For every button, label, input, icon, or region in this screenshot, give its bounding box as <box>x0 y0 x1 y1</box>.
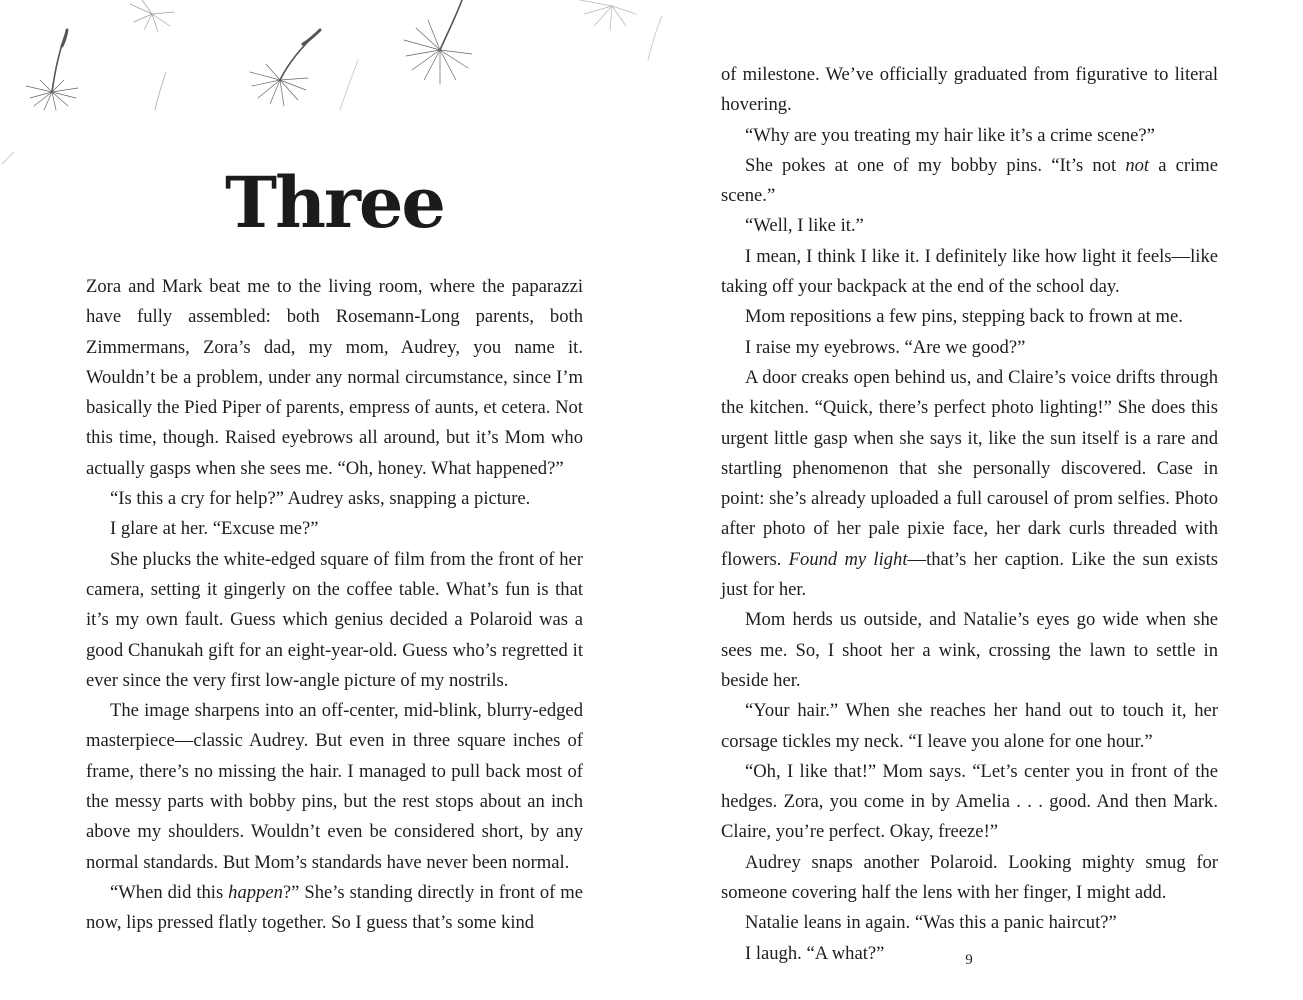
italic-text: Found my light <box>788 548 908 570</box>
paragraph: Natalie leans in again. “Was this a panic haircut?” <box>745 912 1117 934</box>
paragraph: The image sharpens into an off-center, mid-blink, blurry-edged masterpiece—classic Audrey. But even in three square inches of frame, there’s no missing the hair. I managed to pull back most of the messy parts with bobby pins, but the rest stops about an inch above my shoulders. Wouldn’t even be considered short, by any normal standards. But Mom’s standards have never been normal. <box>86 700 583 873</box>
paragraph: I raise my eyebrows. “Are we good?” <box>745 336 1026 358</box>
right-page-body <box>721 60 1218 969</box>
dandelion-seed-icon <box>580 0 636 30</box>
text-run: ?” She’s standing directly in front of me now, lips pressed flatly together. So I guess that’s some kind <box>86 881 584 934</box>
paragraph <box>721 363 1218 605</box>
paragraph: I glare at her. “Excuse me?” <box>110 518 319 540</box>
paragraph: Mom repositions a few pins, stepping back to frown at me. <box>745 306 1183 328</box>
paragraph: Mom herds us outside, and Natalie’s eyes go wide when she sees me. So, I shoot her a wink, crossing the lawn to settle in beside her. <box>721 609 1218 691</box>
chapter-title: Three <box>225 161 444 244</box>
dandelion-seeds-icon <box>0 0 720 170</box>
paragraph: She plucks the white-edged square of film from the front of her camera, setting it gingerly on the coffee table. What’s fun is that it’s my own fault. Guess which genius decided a Polaroid was a good Chanukah gift for an eight-year-old. Guess who’s regretted it ever since the very first low-angle picture of my nostrils. <box>86 548 583 691</box>
text-run: She pokes at one of my bobby pins. “It’s not <box>745 154 1126 176</box>
paragraph: “Oh, I like that!” Mom says. “Let’s center you in front of the hedges. Zora, you come in by Amelia . . . good. And then Mark. Claire, you’re perfect. Okay, freeze!” <box>721 760 1218 843</box>
dandelion-seed-icon <box>404 0 472 84</box>
paragraph: I mean, I think I like it. I definitely like how light it feels—like taking off your backpack at the end of the school day. <box>721 245 1218 298</box>
paragraph: Audrey snaps another Polaroid. Looking mighty smug for someone covering half the lens with her finger, I might add. <box>721 851 1218 904</box>
text-run: A door creaks open behind us, and Claire’s voice drifts through the kitchen. “Quick, there’s perfect photo lighting!” She does this urgent little gasp when she says it, like the sun itself is a rare and startling phenomenon that she personally discovered. Case in point: she’s already uploaded a full carousel of prom selfies. Photo after photo of her pale pixie face, her dark curls threaded with flowers. <box>721 366 1218 570</box>
dandelion-seed-icon <box>130 0 174 32</box>
dandelion-seed-icon <box>250 30 320 106</box>
paragraph: “Your hair.” When she reaches her hand out to touch it, her corsage tickles my neck. “I leave you alone for one hour.” <box>721 700 1218 752</box>
italic-text: not <box>1125 154 1150 176</box>
dandelion-seed-icon <box>26 30 78 110</box>
paragraph <box>86 878 583 939</box>
paragraph: “Well, I like it.” <box>745 215 864 237</box>
text-run: —that’s her caption. Like the sun exists just for her. <box>721 548 1218 601</box>
paragraph: “Is this a cry for help?” Audrey asks, snapping a picture. <box>110 488 531 510</box>
paragraph: of milestone. We’ve officially graduated from figurative to literal hovering. <box>721 64 1218 116</box>
paragraph <box>721 151 1218 212</box>
page-number: 9 <box>965 952 973 968</box>
left-page-body <box>86 272 583 939</box>
italic-text: happen <box>228 881 283 903</box>
paragraph: Zora and Mark beat me to the living room, where the paparazzi have fully assembled: both Rosemann-Long parents, both Zimmermans, Zora’s dad, my mom, Audrey, you name it. Wouldn’t be a problem, under any normal circumstance, since I’m basically the Pied Piper of parents, empress of aunts, et cetera. Not this time, though. Raised eyebrows all around, but it’s Mom who actually gasps when she sees me. “Oh, honey. What happened?” <box>86 276 583 479</box>
paragraph: “Why are you treating my hair like it’s a crime scene?” <box>745 124 1155 146</box>
paragraph: I laugh. “A what?” <box>745 942 885 964</box>
text-run: a crime scene.” <box>721 154 1218 207</box>
text-run: “When did this <box>110 881 229 903</box>
